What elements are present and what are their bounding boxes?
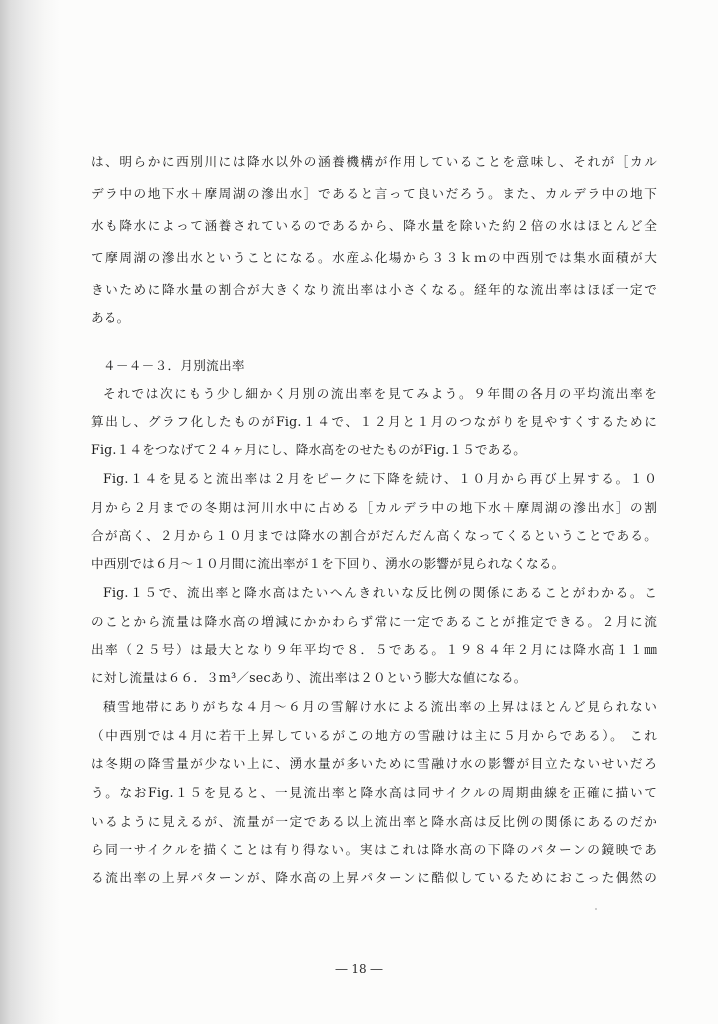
body-line: に対し流量は６６．３m³／secあり、流出率は２０という膨大な値になる。 bbox=[91, 670, 527, 685]
body-line: 出率（２５号）は最大となり９年平均で８．５である。１９８４年２月には降水高１１㎜ bbox=[91, 642, 657, 657]
body-line: う。なおFig.１５を見ると、一見流出率と降水高は同サイクルの周期曲線を正確に描いて bbox=[91, 785, 657, 800]
body-line: （中西別では４月に若干上昇しているがこの地方の雪融けは主に５月からである）。 これ bbox=[91, 728, 657, 743]
body-line: Fig.１４を見ると流出率は２月をピークに下降を続け、１０月から再び上昇する。１０ bbox=[103, 471, 657, 486]
body-line: 月から２月までの冬期は河川水中に占める［カルデラ中の地下水＋摩周湖の滲出水］の割 bbox=[91, 500, 657, 515]
body-line: のことから流量は降水高の増減にかかわらず常に一定であることが推定できる。２月に流 bbox=[91, 614, 657, 629]
body-line: いるように見えるが、流量が一定である以上流出率と降水高は反比例の関係にあるのだか bbox=[91, 814, 657, 829]
body-line: それでは次にもう少し細かく月別の流出率を見てみよう。９年間の各月の平均流出率を bbox=[103, 386, 657, 401]
body-line: Fig.１４をつなげて２４ヶ月にし、降水高をのせたものがFig.１５である。 bbox=[91, 442, 527, 457]
intro-line: 水も降水によって涵養されているのであるから、降水量を除いた約２倍の水はほとんど全 bbox=[91, 218, 657, 233]
page-number: ― 18 ― bbox=[335, 962, 383, 976]
binding-shadow bbox=[0, 0, 60, 1024]
body-line: 中西別では６月～１０月間に流出率が１を下回り、湧水の影響が見られなくなる。 bbox=[91, 556, 565, 571]
body-line: ら同一サイクルを描くことは有り得ない。実はこれは降水高の下降のパターンの鏡映であ bbox=[91, 842, 657, 857]
body-line: 積雪地帯にありがちな４月～６月の雪解け水による流出率の上昇はほとんど見られない bbox=[103, 699, 657, 714]
intro-line: て摩周湖の滲出水ということになる。水産ふ化場から３３ｋｍの中西別では集水面積が大 bbox=[91, 250, 657, 265]
body-line: 合が高く、２月から１０月までは降水の割合がだんだん高くなってくるということである。 bbox=[91, 528, 657, 543]
section-heading: ４－４－３．月別流出率 bbox=[103, 358, 245, 373]
intro-line: ある。 bbox=[91, 310, 130, 325]
body-line: Fig.１５で、流出率と降水高はたいへんきれいな反比例の関係にあることがわかる。こ bbox=[103, 585, 657, 600]
scan-speck bbox=[595, 908, 597, 910]
body-line: る流出率の上昇パターンが、降水高の上昇パターンに酷似しているためにおこった偶然の bbox=[91, 870, 657, 885]
intro-line: は、明らかに西別川には降水以外の涵養機構が作用していることを意味し、それが［カル bbox=[91, 154, 657, 169]
body-line: 算出し、グラフ化したものがFig.１４で、１２月と１月のつながりを見やすくするために bbox=[91, 414, 657, 429]
intro-line: きいために降水量の割合が大きくなり流出率は小さくなる。経年的な流出率はほぼ一定で bbox=[91, 282, 657, 297]
body-line: は冬期の降雪量が少ない上に、湧水量が多いために雪融け水の影響が目立たないせいだろ bbox=[91, 756, 657, 771]
intro-line: デラ中の地下水＋摩周湖の滲出水］であると言って良いだろう。また、カルデラ中の地下 bbox=[91, 186, 657, 201]
